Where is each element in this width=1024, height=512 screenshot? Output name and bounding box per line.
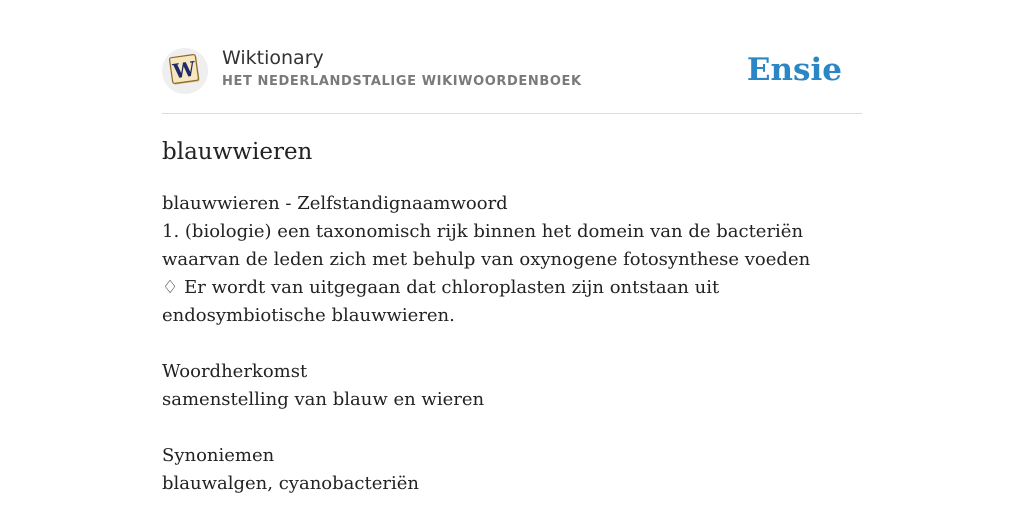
page-title: blauwwieren	[162, 139, 313, 165]
etymology-heading: Woordherkomst	[162, 361, 308, 382]
entry-content	[162, 190, 862, 498]
header-divider	[162, 113, 862, 114]
example-marker-icon: ♢	[162, 277, 179, 298]
synonyms-text: blauwalgen, cyanobacteriën	[162, 473, 419, 494]
spacer	[162, 330, 862, 358]
spacer	[162, 414, 862, 442]
wiktionary-logo-icon[interactable]	[162, 48, 208, 94]
part-of-speech-line: blauwwieren - Zelfstandignaamwoord	[162, 193, 508, 214]
wiktionary-logo-graphic	[162, 48, 208, 94]
logo-letter: W	[171, 56, 197, 84]
etymology-text: samenstelling van blauw en wieren	[162, 389, 485, 410]
example-text: Er wordt van uitgegaan dat chloroplasten zijn ontstaan uit endosymbiotische blauwwieren.	[162, 277, 720, 326]
site-header	[162, 46, 862, 96]
page	[162, 0, 862, 512]
site-subtitle: HET NEDERLANDSTALIGE WIKIWOORDENBOEK	[222, 74, 582, 89]
example-line	[162, 274, 862, 330]
ensie-brand-logo[interactable]: Ensie	[746, 52, 842, 88]
definition-text: 1. (biologie) een taxonomisch rijk binnen het domein van de bacteriën waarvan de leden zich met behulp van oxynogene fotosynthese voeden	[162, 221, 811, 270]
synonyms-heading: Synoniemen	[162, 445, 275, 466]
site-title[interactable]: Wiktionary	[222, 47, 324, 69]
